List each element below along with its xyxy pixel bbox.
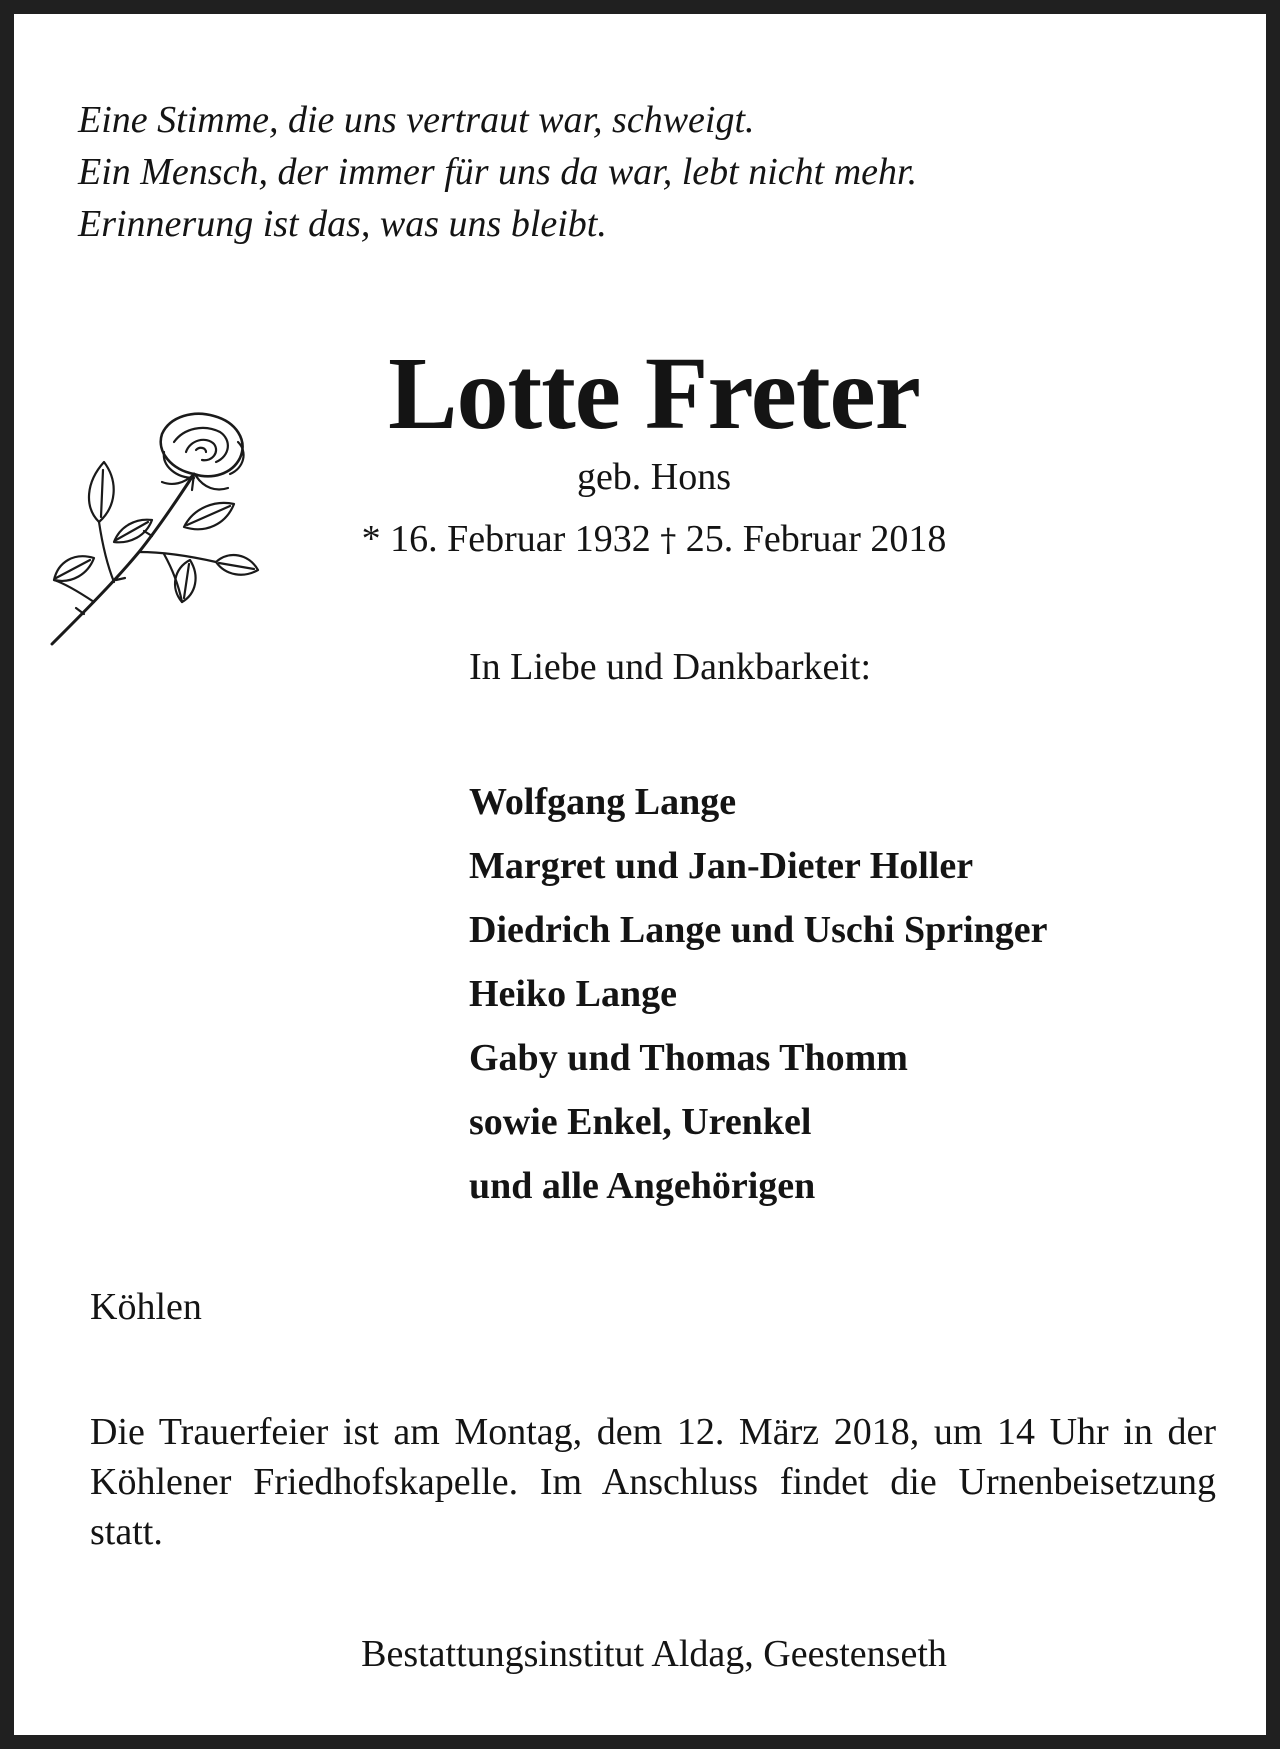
funeral-home: Bestattungsinstitut Aldag, Geestenseth xyxy=(361,1633,947,1675)
mourner-name: sowie Enkel, Urenkel xyxy=(469,1101,812,1143)
place-name: Köhlen xyxy=(90,1286,202,1328)
maiden-name: geb. Hons xyxy=(576,456,732,498)
mourner-name: und alle Angehörigen xyxy=(469,1165,816,1207)
mourner-name: Margret und Jan-Dieter Holler xyxy=(469,845,974,887)
mourner-name: Heiko Lange xyxy=(469,973,677,1015)
mourner-name: Wolfgang Lange xyxy=(469,781,737,823)
verse-line: Eine Stimme, die uns vertraut war, schweigt. xyxy=(78,99,755,141)
deceased-name: Lotte Freter xyxy=(388,336,920,451)
birth-date: * 16. Februar 1932 xyxy=(361,518,651,560)
mourner-name: Gaby und Thomas Thomm xyxy=(469,1037,908,1079)
dagger-icon: † xyxy=(660,521,677,559)
memorial-verse xyxy=(78,94,1178,250)
verse-line: Ein Mensch, der immer für uns da war, lebt nicht mehr. xyxy=(78,151,918,193)
mourners-list xyxy=(469,770,1048,1218)
life-dates xyxy=(14,516,1280,563)
dedication-line: In Liebe und Dankbarkeit: xyxy=(469,646,872,688)
verse-line: Erinnerung ist das, was uns bleibt. xyxy=(78,203,607,245)
death-date: 25. Februar 2018 xyxy=(685,518,947,560)
funeral-service-text: Die Trauerfeier ist am Montag, dem 12. März 2018, um 14 Uhr in der Köhlener Friedhofskapelle. Im Anschluss findet die Urnenbeisetzung statt. xyxy=(90,1411,1216,1553)
mourner-name: Diedrich Lange und Uschi Springer xyxy=(469,909,1048,951)
